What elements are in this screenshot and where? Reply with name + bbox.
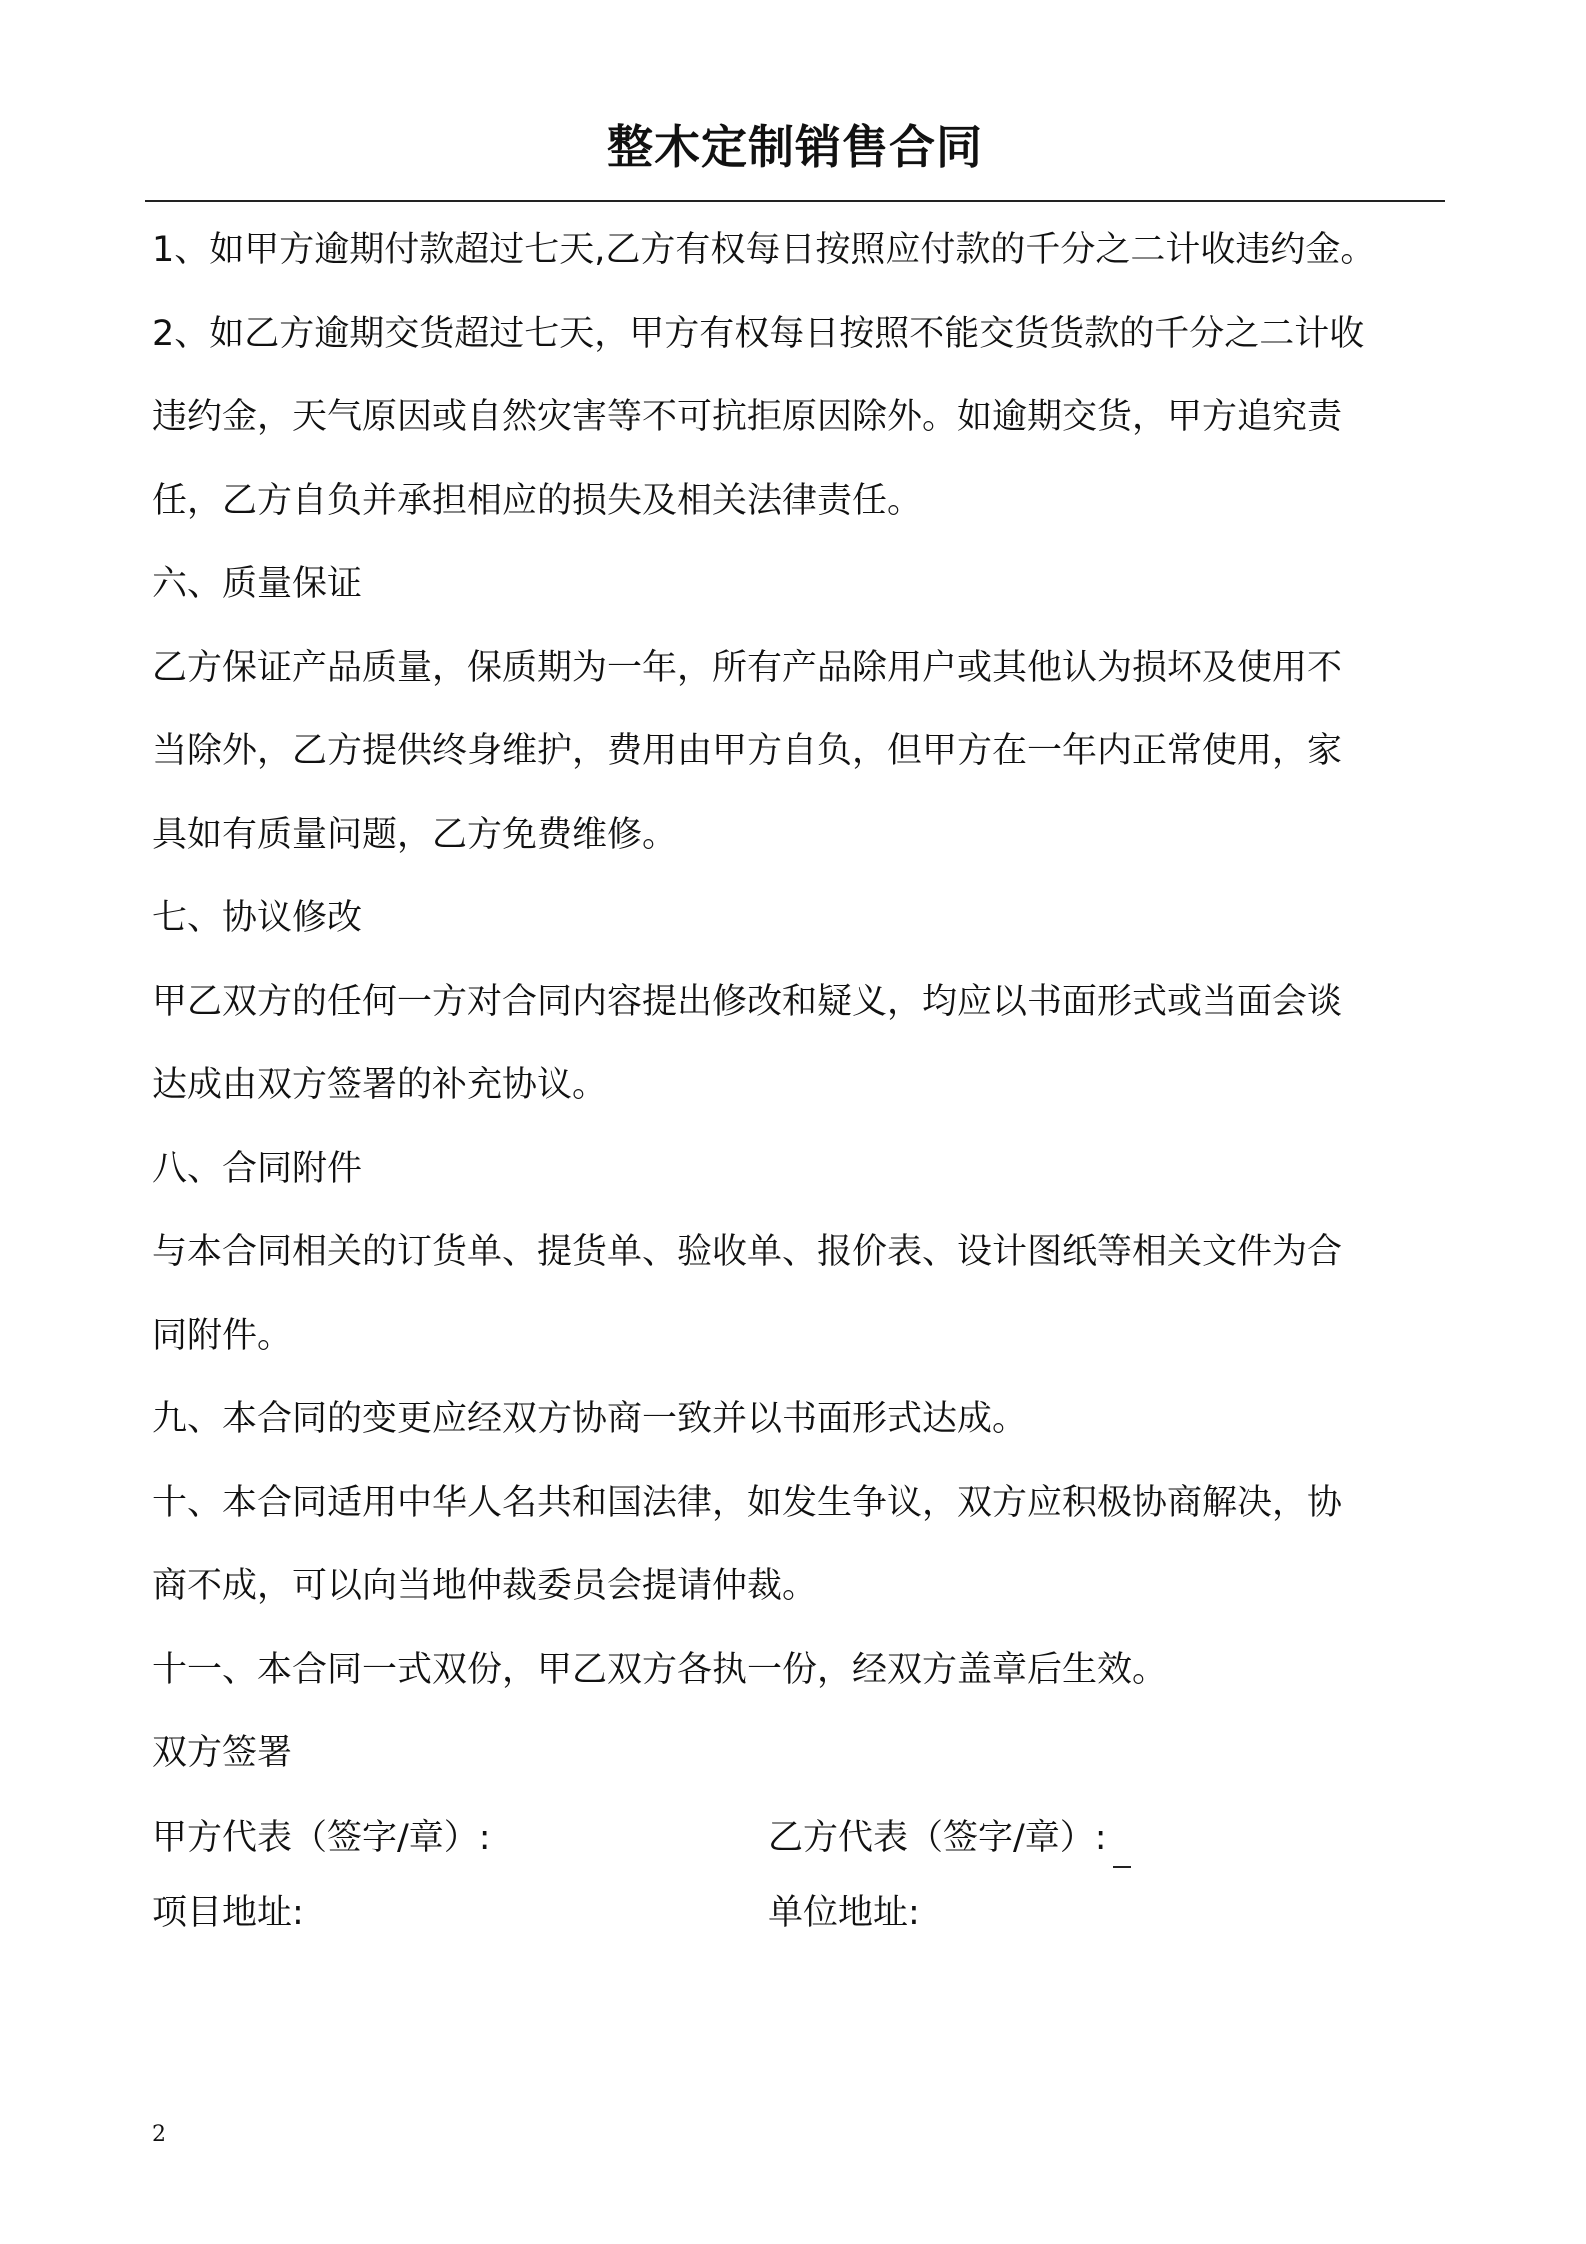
document-title: 整木定制销售合同	[607, 120, 983, 174]
signature-row-representatives	[152, 1808, 1452, 1868]
page-number: 2	[152, 2122, 166, 2147]
text-line: 1、如甲方逾期付款超过七天,乙方有权每日按照应付款的千分之二计收违约金。	[152, 230, 1376, 270]
section-heading: 七、协议修改	[152, 898, 363, 938]
party-b-representative-label: 乙方代表（签字/章）:	[768, 1818, 1107, 1858]
section-heading: 八、合同附件	[152, 1148, 363, 1189]
signature-heading: 双方签署	[152, 1733, 293, 1773]
text-line: 九、本合同的变更应经双方协商一致并以书面形式达成。	[152, 1399, 1028, 1439]
text-line: 商不成，可以向当地仲裁委员会提请仲裁。	[152, 1566, 818, 1606]
text-line: 当除外，乙方提供终身维护，费用由甲方自负，但甲方在一年内正常使用，家	[152, 731, 1343, 771]
text-line: 十、本合同适用中华人名共和国法律，如发生争议，双方应积极协商解决，协	[152, 1482, 1343, 1523]
party-a-address-label: 项目地址:	[152, 1893, 304, 1933]
document-body	[152, 209, 1452, 1796]
signature-blank-line	[1113, 1828, 1131, 1868]
section-heading: 六、质量保证	[152, 564, 363, 604]
text-line: 任，乙方自负并承担相应的损失及相关法律责任。	[152, 480, 923, 521]
party-b-representative	[768, 1808, 1131, 1868]
text-line: 乙方保证产品质量，保质期为一年，所有产品除用户或其他认为损坏及使用不	[152, 647, 1343, 688]
text-line: 甲乙双方的任何一方对合同内容提出修改和疑义，均应以书面形式或当面会谈	[152, 981, 1343, 1022]
text-line: 具如有质量问题，乙方免费维修。	[152, 814, 678, 855]
text-line: 违约金，天气原因或自然灾害等不可抗拒原因除外。如逾期交货，甲方追究责	[152, 397, 1343, 437]
text-line: 达成由双方签署的补充协议。	[152, 1065, 608, 1105]
party-b-address-label: 单位地址:	[768, 1893, 920, 1933]
signature-row-addresses	[152, 1883, 1452, 1943]
text-line: 同附件。	[152, 1315, 293, 1356]
title-divider	[145, 200, 1445, 202]
text-line: 与本合同相关的订货单、提货单、验收单、报价表、设计图纸等相关文件为合	[152, 1232, 1343, 1272]
party-a-representative-label: 甲方代表（签字/章）:	[152, 1818, 491, 1858]
text-line: 十一、本合同一式双份，甲乙双方各执一份，经双方盖章后生效。	[152, 1649, 1168, 1690]
text-line: 2、如乙方逾期交货超过七天，甲方有权每日按照不能交货货款的千分之二计收	[152, 313, 1365, 354]
